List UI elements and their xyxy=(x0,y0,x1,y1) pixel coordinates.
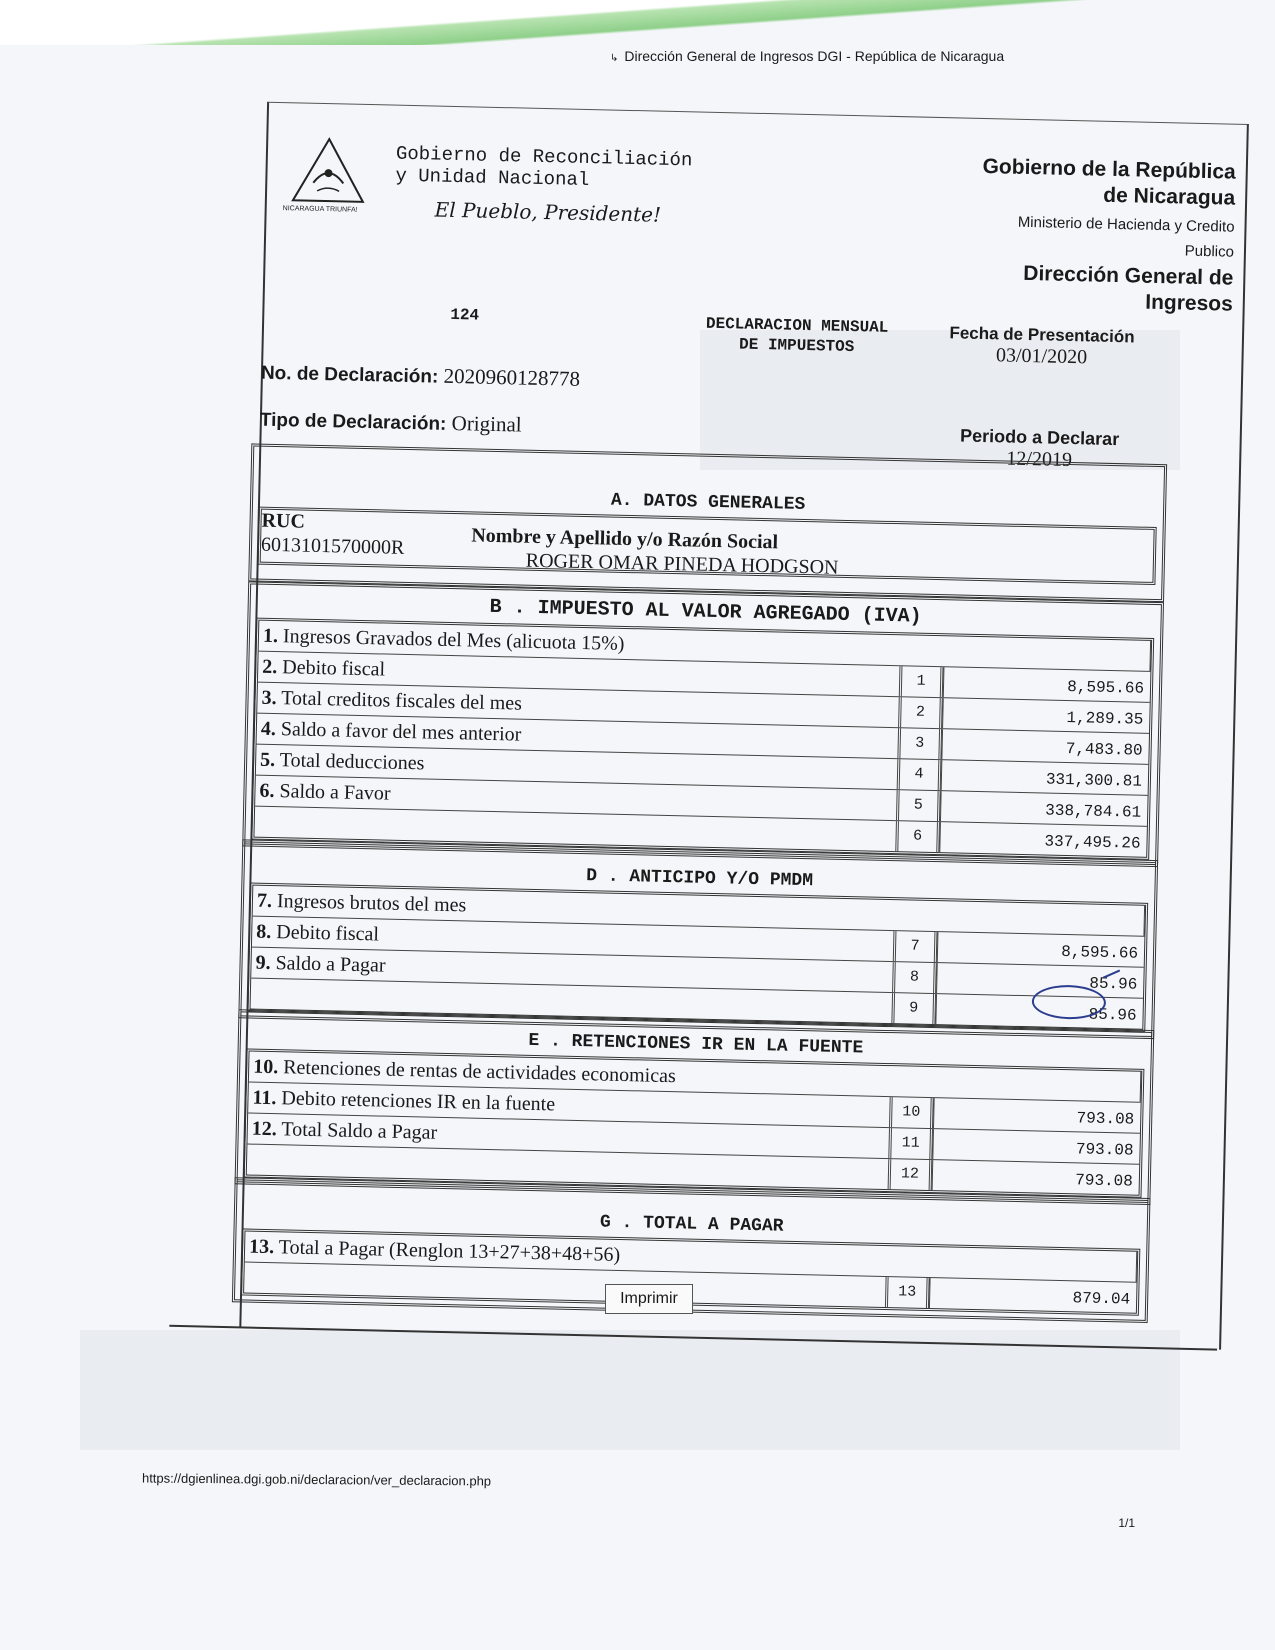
line-code: 13 xyxy=(885,1277,930,1308)
line-code: 7 xyxy=(893,931,938,962)
line-code: 4 xyxy=(897,759,942,790)
line-code: 8 xyxy=(892,962,937,993)
line-code: 2 xyxy=(898,697,943,728)
ministry-line1: Ministerio de Hacienda y Credito xyxy=(1017,213,1235,236)
row-number: 7. xyxy=(256,889,273,913)
gov-right-block xyxy=(903,152,1236,317)
section-anticipo xyxy=(238,839,1158,1039)
line-amount: 7,483.80 xyxy=(941,729,1149,764)
print-button[interactable]: Imprimir xyxy=(605,1284,693,1314)
gov-right-line2: de Nicaragua xyxy=(1103,183,1236,210)
slogan: El Pueblo, Presidente! xyxy=(434,197,662,227)
print-header: ↳ Dirección General de Ingresos DGI - República de Nicaragua xyxy=(610,48,1005,64)
row-number: 5. xyxy=(259,748,276,772)
ruc-label: RUC xyxy=(261,509,306,533)
row-text: Saldo a Favor xyxy=(279,780,391,805)
direction-line2: Ingresos xyxy=(1145,290,1234,316)
line-code: 9 xyxy=(891,993,936,1024)
form-number: 124 xyxy=(450,305,480,325)
line-amount: 1,289.35 xyxy=(942,698,1150,733)
tipo-declaracion: Tipo de Declaración: Original xyxy=(259,409,522,437)
row-number: 12. xyxy=(251,1117,278,1141)
row-number: 10. xyxy=(252,1055,279,1079)
fecha-presentacion: Fecha de Presentación 03/01/2020 xyxy=(949,323,1135,369)
line-code: 11 xyxy=(888,1128,933,1159)
section-b-title: B . IMPUESTO AL VALOR AGREGADO (IVA) xyxy=(489,595,922,629)
footer-url: https://dgienlinea.dgi.gob.ni/declaracion/ver_declaracion.php xyxy=(141,1470,492,1489)
row-text: Debito fiscal xyxy=(282,656,386,681)
periodo-declarar: Periodo a Declarar 12/2019 xyxy=(959,425,1120,472)
row-text: Total creditos fiscales del mes xyxy=(280,687,523,715)
row-text: Total Saldo a Pagar xyxy=(281,1118,438,1144)
iva-table xyxy=(251,618,1154,860)
section-retenciones xyxy=(235,1009,1155,1205)
line-amount: 793.08 xyxy=(933,1098,1141,1133)
line-amount: 793.08 xyxy=(932,1160,1140,1195)
line-code: 6 xyxy=(895,821,940,852)
line-amount: 85.96 xyxy=(935,994,1143,1029)
row-number: 8. xyxy=(256,920,272,944)
section-a-title: A. DATOS GENERALES xyxy=(610,490,806,516)
government-logo xyxy=(283,132,375,214)
row-number: 6. xyxy=(259,779,275,803)
section-g-title: G . TOTAL A PAGAR xyxy=(599,1212,784,1237)
line-code: 3 xyxy=(897,728,942,759)
line-amount: 793.08 xyxy=(932,1129,1140,1164)
declaration-document xyxy=(168,100,1245,1403)
row-text: Ingresos Gravados del Mes (alicuota 15%) xyxy=(282,625,625,655)
row-text: Saldo a Pagar xyxy=(275,952,386,977)
section-e-title: E . RETENCIONES IR EN LA FUENTE xyxy=(528,1030,864,1059)
gov-left-title: Gobierno de Reconciliación y Unidad Nacional xyxy=(395,142,693,192)
section-d-title: D . ANTICIPO Y/O PMDM xyxy=(585,866,814,892)
row-number: 4. xyxy=(260,717,277,741)
row-text: Retenciones de rentas de actividades economicas xyxy=(282,1056,676,1088)
line-amount: 8,595.66 xyxy=(943,667,1151,702)
row-number: 9. xyxy=(255,951,271,974)
line-amount: 337,495.26 xyxy=(939,822,1147,857)
row-number: 13. xyxy=(248,1235,275,1259)
name-label: Nombre y Apellido y/o Razón Social xyxy=(471,524,779,554)
row-text: Total a Pagar (Renglon 13+27+38+48+56) xyxy=(278,1236,621,1267)
retenciones-table xyxy=(244,1048,1145,1197)
row-text: Debito fiscal xyxy=(276,921,380,946)
line-code: 12 xyxy=(888,1159,933,1190)
form-title: DECLARACION MENSUAL DE IMPUESTOS xyxy=(705,314,889,357)
line-code: 10 xyxy=(889,1097,934,1128)
line-amount: 331,300.81 xyxy=(941,760,1149,795)
section-datos-generales xyxy=(248,443,1167,602)
row-text: Saldo a favor del mes anterior xyxy=(280,718,522,746)
row-number: 2. xyxy=(262,655,278,679)
section-iva xyxy=(242,581,1164,867)
row-text: Total deducciones xyxy=(279,749,425,775)
gov-right-line1: Gobierno de la República xyxy=(982,154,1237,184)
row-number: 11. xyxy=(252,1086,277,1110)
row-number: 1. xyxy=(262,624,279,648)
green-paper-strip xyxy=(0,0,1275,45)
line-code: 1 xyxy=(899,666,944,697)
ruc-value: 6013101570000R xyxy=(260,533,405,559)
row-text: Debito retenciones IR en la fuente xyxy=(281,1087,556,1116)
anticipo-table xyxy=(247,883,1148,1032)
no-declaracion: No. de Declaración: 2020960128778 xyxy=(260,362,581,391)
row-number: 3. xyxy=(261,686,277,710)
ministry-line2: Publico xyxy=(1184,242,1235,261)
svg-text:NICARAGUA TRIUNFA!: NICARAGUA TRIUNFA! xyxy=(282,205,358,214)
line-amount: 338,784.61 xyxy=(940,791,1148,826)
page-number: 1/1 xyxy=(1118,1516,1135,1530)
line-amount: 8,595.66 xyxy=(937,932,1145,967)
row-text: Ingresos brutos del mes xyxy=(276,890,467,917)
name-value: ROGER OMAR PINEDA HODGSON xyxy=(525,549,839,579)
line-amount: 879.04 xyxy=(929,1278,1137,1313)
line-amount: 85.96 xyxy=(936,963,1144,998)
line-code: 5 xyxy=(896,790,941,821)
direction-line1: Dirección General de xyxy=(1023,261,1234,290)
